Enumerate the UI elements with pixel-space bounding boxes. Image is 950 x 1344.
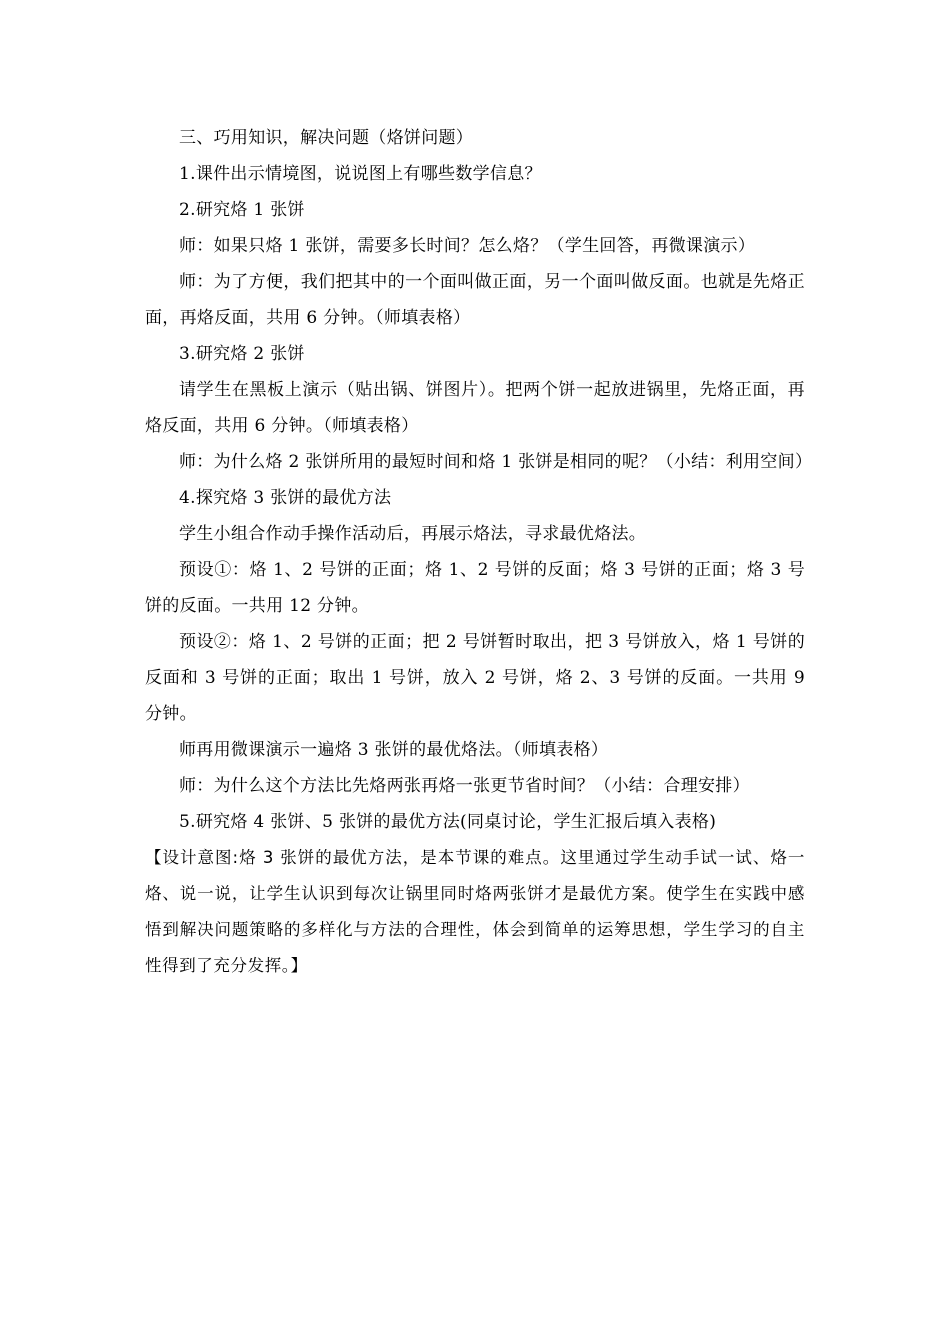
teacher-question-1: 师：如果只烙 1 张饼，需要多长时间？怎么烙？（学生回答，再微课演示） xyxy=(179,236,756,256)
teacher-question-2: 师：为什么烙 2 张饼所用的最短时间和烙 1 张饼是相同的呢？（小结：利用空间） xyxy=(179,452,813,472)
micro-lesson-paragraph: 师再用微课演示一遍烙 3 张饼的最优烙法。（师填表格） xyxy=(179,740,609,760)
preset-1-paragraph: 预设①：烙 1、2 号饼的正面；烙 1、2 号饼的反面；烙 3 号饼的正面；烙 3 号饼的反面。一共用 12 分钟。 xyxy=(145,560,805,616)
step-4-heading: 4.探究烙 3 张饼的最优方法 xyxy=(179,488,392,508)
teacher-question-3: 师：为什么这个方法比先烙两张再烙一张更节省时间？（小结：合理安排） xyxy=(179,776,750,796)
step-5-heading: 5.研究烙 4 张饼、5 张饼的最优方法(同桌讨论，学生汇报后填入表格) xyxy=(179,812,717,832)
step-1-paragraph: 1.课件出示情境图，说说图上有哪些数学信息？ xyxy=(179,164,542,184)
student-demo-paragraph: 请学生在黑板上演示（贴出锅、饼图片）。把两个饼一起放进锅里，先烙正面，再烙反面，共用 6 分钟。（师填表格） xyxy=(145,380,805,436)
section-heading: 三、巧用知识，解决问题（烙饼问题） xyxy=(179,128,474,148)
teacher-explanation-1: 师：为了方便，我们把其中的一个面叫做正面，另一个面叫做反面。也就是先烙正面，再烙反面，共用 6 分钟。（师填表格） xyxy=(145,272,805,328)
design-intent-note: 【设计意图:烙 3 张饼的最优方法，是本节课的难点。这里通过学生动手试一试、烙一烙、说一说，让学生认识到每次让锅里同时烙两张饼才是最优方案。使学生在实践中感悟到解决问题策略的多样化与方法的合理性，体会到简单的运筹思想，学生学习的自主性得到了充分发挥。】 xyxy=(145,848,805,975)
preset-2-paragraph: 预设②：烙 1、2 号饼的正面；把 2 号饼暂时取出，把 3 号饼放入，烙 1 号饼的反面和 3 号饼的正面；取出 1 号饼，放入 2 号饼，烙 2、3 号饼的反面。一共用 9 分钟。 xyxy=(145,632,805,724)
document-body xyxy=(145,120,813,984)
step-2-heading: 2.研究烙 1 张饼 xyxy=(179,200,305,220)
step-3-heading: 3.研究烙 2 张饼 xyxy=(179,344,305,364)
group-activity-paragraph: 学生小组合作动手操作活动后，再展示烙法，寻求最优烙法。 xyxy=(179,524,647,544)
